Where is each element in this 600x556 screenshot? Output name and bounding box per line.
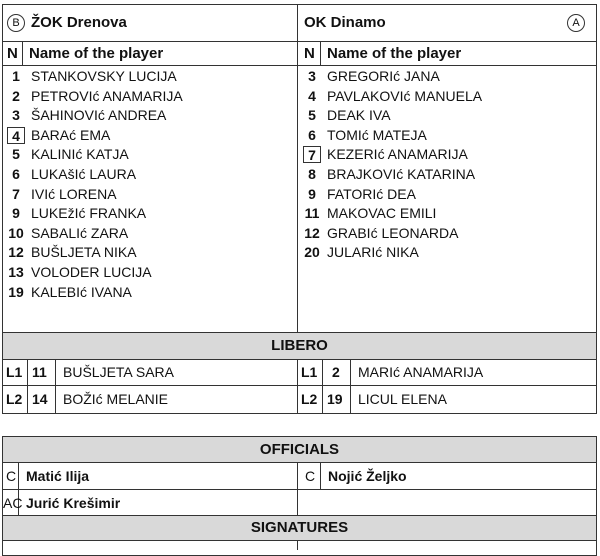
player-number: 11 — [304, 205, 320, 222]
player-number: 9 — [308, 185, 316, 202]
official-role: AC — [3, 495, 23, 511]
libero-code: L2 — [6, 391, 23, 407]
player-row — [303, 106, 583, 126]
player-row — [7, 67, 287, 87]
player-number: 4 — [308, 87, 316, 104]
player-name: ŠAHINOVIć ANDREA — [31, 107, 167, 124]
player-row — [7, 224, 287, 244]
player-row — [303, 145, 583, 165]
col-n-right: N — [304, 45, 315, 62]
player-number: 5 — [308, 107, 316, 124]
player-row — [7, 145, 287, 165]
left-player-list — [7, 67, 292, 317]
libero-name: BOŽIć MELANIE — [63, 391, 169, 407]
player-name: SABALIć ZARA — [31, 224, 129, 241]
player-name: KALINIć KATJA — [31, 146, 129, 163]
player-row — [303, 185, 583, 205]
player-name: KEZERIć ANAMARIJA — [327, 146, 468, 163]
player-row — [7, 263, 287, 283]
player-row — [7, 106, 287, 126]
player-number: 5 — [12, 146, 20, 163]
player-number: 6 — [308, 126, 316, 143]
col-name-right: Name of the player — [327, 45, 462, 62]
official-role: C — [305, 468, 316, 484]
player-row — [303, 87, 583, 107]
libero-name: BUŠLJETA SARA — [63, 364, 175, 380]
official-role: C — [6, 468, 17, 484]
player-name: LUKAšIć LAURA — [31, 166, 137, 182]
col-name-left: Name of the player — [29, 45, 164, 62]
player-number: 8 — [308, 166, 316, 182]
player-name: LUKEžIć FRANKA — [31, 205, 147, 222]
signatures-title: SIGNATURES — [250, 519, 349, 536]
player-name: TOMIć MATEJA — [327, 126, 427, 143]
player-name: MAKOVAC EMILI — [327, 205, 437, 222]
player-number: 20 — [304, 244, 320, 261]
libero-name: LICUL ELENA — [358, 391, 447, 407]
player-name: DEAK IVA — [327, 107, 391, 124]
right-player-list — [303, 67, 588, 317]
official-name-right: Nojić Željko — [328, 468, 407, 484]
player-row — [7, 243, 287, 263]
official-name-left: Matić Ilija — [26, 468, 90, 484]
team-b-letter: B — [7, 14, 25, 32]
player-number: 2 — [12, 87, 20, 104]
player-row — [303, 243, 583, 263]
player-number: 12 — [8, 244, 24, 261]
libero-number: 14 — [32, 391, 48, 407]
player-name: STANKOVSKY LUCIJA — [31, 68, 177, 84]
player-number: 7 — [12, 185, 20, 202]
player-row — [303, 224, 583, 244]
player-row — [7, 126, 287, 146]
player-number: 9 — [12, 205, 20, 222]
player-row — [303, 126, 583, 146]
player-name: VOLODER LUCIJA — [31, 264, 152, 280]
player-number: 13 — [8, 264, 24, 280]
player-number: 7 — [303, 146, 321, 163]
official-name-left-2: Jurić Krešimir — [26, 495, 121, 511]
col-n-left: N — [7, 45, 18, 62]
player-name: GRABIć LEONARDA — [327, 224, 459, 241]
libero-name: MARIć ANAMARIJA — [358, 364, 484, 380]
player-number: 6 — [12, 166, 20, 182]
libero-number: 2 — [332, 364, 340, 380]
libero-code: L2 — [301, 391, 318, 407]
player-name: BUŠLJETA NIKA — [31, 244, 137, 261]
player-name: KALEBIć IVANA — [31, 283, 132, 300]
libero-code: L1 — [6, 364, 23, 380]
player-row — [7, 87, 287, 107]
player-name: FATORIć DEA — [327, 185, 416, 202]
player-number: 1 — [12, 68, 20, 84]
team-a-letter: A — [567, 14, 585, 32]
libero-title: LIBERO — [271, 337, 328, 354]
libero-number: 11 — [32, 364, 47, 380]
player-number: 4 — [7, 127, 25, 144]
player-number: 12 — [304, 224, 320, 241]
team-name-left: ŽOK Drenova — [31, 14, 127, 31]
player-row — [303, 67, 583, 87]
player-name: JULARIć NIKA — [327, 244, 419, 261]
player-name: GREGORIć JANA — [327, 68, 440, 84]
player-name: PAVLAKOVIć MANUELA — [327, 87, 483, 104]
player-number: 10 — [8, 224, 24, 241]
libero-number: 19 — [327, 391, 343, 407]
libero-code: L1 — [301, 364, 318, 380]
player-number: 19 — [8, 283, 24, 300]
player-name: BRAJKOVIć KATARINA — [327, 166, 476, 182]
officials-title: OFFICIALS — [259, 441, 340, 458]
player-row — [7, 204, 287, 224]
player-row — [7, 165, 287, 185]
player-name: IVIć LORENA — [31, 185, 117, 202]
player-row — [303, 165, 583, 185]
team-divider — [297, 4, 298, 332]
player-row — [7, 283, 287, 303]
player-row — [303, 204, 583, 224]
team-name-right: OK Dinamo — [304, 14, 386, 31]
player-number: 3 — [12, 107, 20, 124]
player-name: PETROVIć ANAMARIJA — [31, 87, 183, 104]
player-row — [7, 185, 287, 205]
player-name: BARAć EMA — [31, 126, 111, 143]
player-number: 3 — [308, 68, 316, 84]
